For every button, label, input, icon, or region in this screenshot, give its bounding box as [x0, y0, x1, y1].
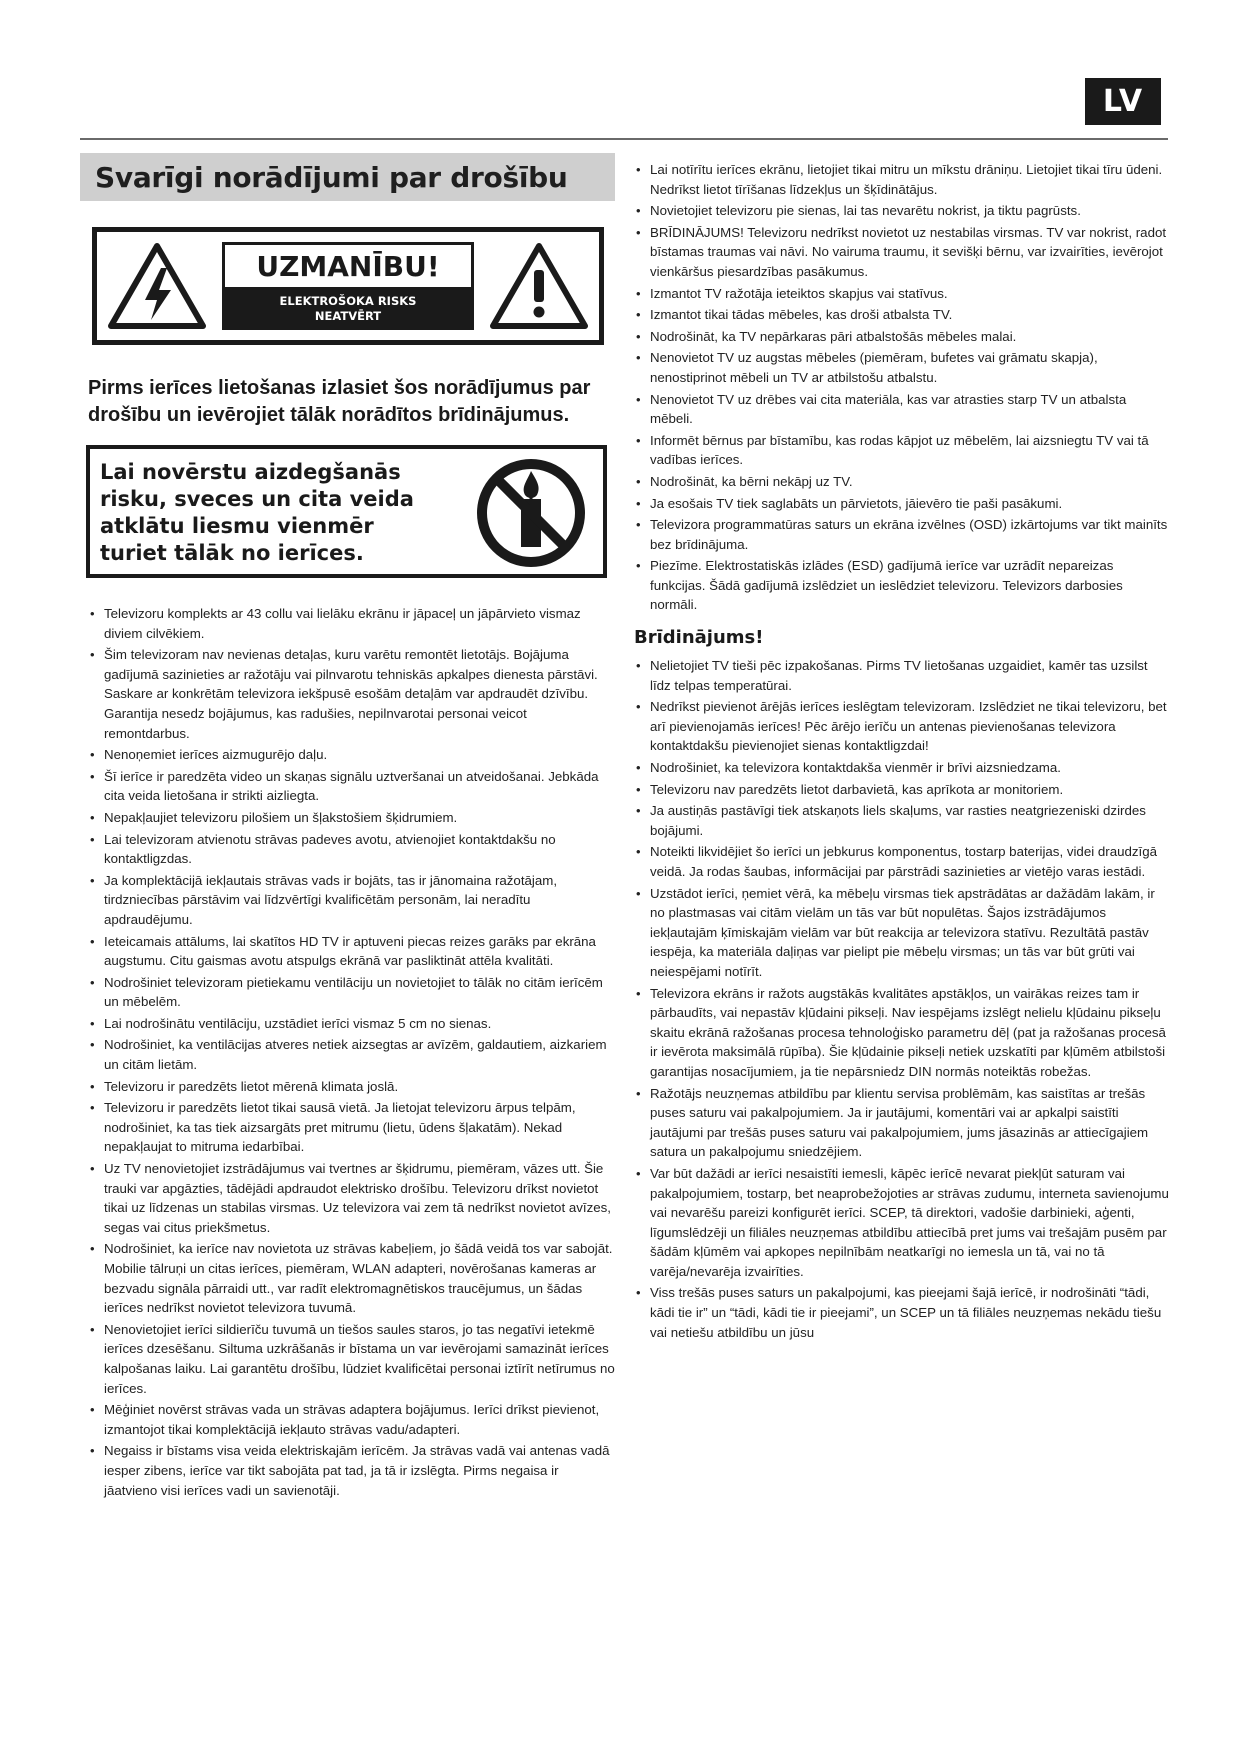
list-item: • Nenovietot TV uz drēbes vai cita materiāla, kas var atrasties starp TV un atbalsta mēbeli.: [634, 390, 1170, 429]
list-item: • Nenovietot TV uz augstas mēbeles (piemēram, bufetes vai grāmatu skapja), nenostiprinot mēbeli un TV ar atbilstošu atbalstu.: [634, 348, 1170, 387]
list-item: • Šim televizoram nav nevienas detaļas, kuru varētu remontēt lietotājs. Bojājuma gadījumā sazinieties ar ražotāju vai pilnvarotu tehniskās apkalpes dienesta pārstāvi. Saskare ar konkrētām televizora iekšpusē esošām detaļām var apdraudēt dzīvību. Garantija nesedz bojājumus, kas radušies, nepilnvarotai personai veicot remontdarbus.: [88, 645, 615, 743]
list-item: • Nodrošiniet, ka televizora kontaktdakša vienmēr ir brīvi aizsniedzama.: [634, 758, 1170, 778]
lightning-warning-icon: [107, 242, 207, 330]
list-item: • Nenovietojiet ierīci sildierīču tuvumā un tiešos saules staros, jo tas negatīvi ietekmē ierīces dzesēšanu. Siltuma uzkrāšanās ir bīstama un var ievērojami samazināt ierīces kalpošanas laiku. Lai garantētu drošību, lūdziet kvalificētai personai iztīrīt netīrumus no ierīces.: [88, 1320, 615, 1398]
warning-subtext-line2: NEATVĒRT: [314, 308, 382, 323]
header-rule: [80, 138, 1168, 140]
fire-notice-box: [86, 445, 607, 578]
list-item: • Televizora programmatūras saturs un ekrāna izvēlnes (OSD) izkārtojums var tikt mainīts bez brīdinājuma.: [634, 515, 1170, 554]
list-item: • Nelietojiet TV tieši pēc izpakošanas. Pirms TV lietošanas uzgaidiet, kamēr tas uzsilst līdz telpas temperatūrai.: [634, 656, 1170, 695]
list-item: • Televizoru nav paredzēts lietot darbavietā, kas aprīkota ar monitoriem.: [634, 780, 1170, 800]
list-item: • Var būt dažādi ar ierīci nesaistīti iemesli, kāpēc ierīcē nevarat piekļūt saturam vai pakalpojumiem, tostarp, bet neaprobežojoties ar strāvas zudumu, interneta savienojumu vai nevarēšu pareizi konfigurēt ierīci. SCEP, tā direktori, vadošie darbinieki, aģenti, līgumslēdzēji un filiāles neuzņemas atbildību attiecībā pret jums vai trešajām pusēm par šādām kļūmēm vai apkopes nepilnībām neatkarīgi no iemesla un tā, vai no tā varēja/nevarēja izvairīties.: [634, 1164, 1170, 1282]
list-item: • Noteikti likvidējiet šo ierīci un jebkurus komponentus, tostarp baterijas, videi draudzīgā veidā. Ja rodas šaubas, informācijai par pārstrādi sazinieties ar vietējo varas iestādi.: [634, 842, 1170, 881]
page-title: Svarīgi norādījumi par drošību: [95, 160, 568, 194]
no-candle-icon: [475, 457, 587, 569]
list-item: • Ja esošais TV tiek saglabāts un pārvietots, jāievēro tie paši pasākumi.: [634, 494, 1170, 514]
list-item: • Novietojiet televizoru pie sienas, lai tas nevarētu nokrist, ja tiktu pagrūsts.: [634, 201, 1170, 221]
list-item: • Televizoru ir paredzēts lietot mērenā klimata joslā.: [88, 1077, 615, 1097]
list-item: • Nenoņemiet ierīces aizmugurējo daļu.: [88, 745, 615, 765]
list-item: • Mēģiniet novērst strāvas vada un strāvas adaptera bojājumus. Ierīci drīkst pievienot, izmantojot tikai komplektācijā iekļauto strāvas vadu/adapteri.: [88, 1400, 615, 1439]
list-item: • Viss trešās puses saturs un pakalpojumi, kas pieejami šajā ierīcē, ir nodrošināti “tādi, kādi tie ir” un “tādi, kādi tie ir pieejami”, un SCEP un tā filiāles neuzņemas nekādu tiešu vai netiešu atbildību un jūsu: [634, 1283, 1170, 1342]
list-item: • Lai televizoram atvienotu strāvas padeves avotu, atvienojiet kontaktdakšu no kontaktligzdas.: [88, 830, 615, 869]
warning-text-block: [222, 242, 474, 330]
warning-list: [634, 656, 1170, 1342]
warning-subtext-line1: ELEKTROŠOKA RISKS: [279, 293, 417, 308]
list-item: • Ražotājs neuzņemas atbildību par klientu servisa problēmām, kas saistītas ar trešās puses saturu vai pakalpojumiem. Ja ir jautājumi, komentāri vai ar apkalpi saistīti jautājumi par trešās puses saturu vai pakalpojumiem, jums jāsazinās ar attiecīgajiem satura un pakalpojumu sniedzējiem.: [634, 1084, 1170, 1162]
right-column: [634, 160, 1170, 1344]
warning-headline: UZMANĪBU!: [222, 242, 474, 287]
left-safety-list: [88, 604, 615, 1500]
list-item: • Izmantot tikai tādas mēbeles, kas droši atbalsta TV.: [634, 305, 1170, 325]
title-bar: [80, 153, 615, 201]
intro-text: Pirms ierīces lietošanas izlasiet šos norādījumus par drošību un ievērojiet tālāk norādītos brīdinājumus.: [88, 377, 591, 426]
list-item: • Nodrošiniet, ka ventilācijas atveres netiek aizsegtas ar avīzēm, galdautiem, aizkariem un citām lietām.: [88, 1035, 615, 1074]
list-item: • Nedrīkst pievienot ārējās ierīces ieslēgtam televizoram. Izslēdziet ne tikai televizoru, bet arī pievienojamās ierīces! Pēc ārējo ierīču un antenas pievienošanas televizora kontaktdakšu pievienojiet sienas kontaktligzdai!: [634, 697, 1170, 756]
list-item: • Ja austiņās pastāvīgi tiek atskaņots liels skaļums, var rasties neatgriezeniski dzirdes bojājumi.: [634, 801, 1170, 840]
electric-shock-warning-label: [92, 227, 604, 345]
list-item: • Nodrošināt, ka TV nepārkaras pāri atbalstošās mēbeles malai.: [634, 327, 1170, 347]
list-item: • Negaiss ir bīstams visa veida elektriskajām ierīcēm. Ja strāvas vadā vai antenas vadā iesper zibens, ierīce var tikt sabojāta pat tad, ja tā ir izslēgta. Pirms negaisa ir jāatvieno visi ierīces vadi un savienotāji.: [88, 1441, 615, 1500]
list-item: • Lai nodrošinātu ventilāciju, uzstādiet ierīci vismaz 5 cm no sienas.: [88, 1014, 615, 1034]
warning-heading: Brīdinājums!: [634, 627, 764, 649]
list-item: • Uzstādot ierīci, ņemiet vērā, ka mēbeļu virsmas tiek apstrādātas ar dažādām lakām, ir no plastmasas vai citām vielām un tās var būt nopulētas. Šajos izstrādājumos iekļautajām ķīmiskajām vielām var būt reakcija ar televizora statīvu. Rezultātā pastāv iespēja, ka materiāla daļiņas var pielipt pie mēbeļu virsmas; un tās var būt grūti vai neiespējami notīrīt.: [634, 884, 1170, 982]
exclamation-warning-icon: [489, 242, 589, 330]
list-item: • BRĪDINĀJUMS! Televizoru nedrīkst novietot uz nestabilas virsmas. TV var nokrist, radot bīstamas traumas vai nāvi. No vairuma traumu, it sevišķi bērnu, var izvairīties, ievērojot vienkāršus piesardzības pasākumus.: [634, 223, 1170, 282]
list-item: • Ieteicamais attālums, lai skatītos HD TV ir aptuveni piecas reizes garāks par ekrāna augstumu. Citu gaismas avotu atspulgs ekrānā var pasliktināt attēla kvalitāti.: [88, 932, 615, 971]
list-item: • Nodrošiniet televizoram pietiekamu ventilāciju un novietojiet to tālāk no citām ierīcēm un mēbelēm.: [88, 973, 615, 1012]
list-item: • Nepakļaujiet televizoru pilošiem un šļakstošiem šķidrumiem.: [88, 808, 615, 828]
language-badge: LV: [1085, 78, 1161, 125]
list-item: • Uz TV nenovietojiet izstrādājumus vai tvertnes ar šķidrumu, piemēram, vāzes utt. Šie trauki var apgāzties, tādējādi apdraudot elektrisko drošību. Televizoru drīkst novietot tikai uz līdzenas un stabilas virsmas. Uz televizora vai zem tā nedrīkst novietot avīzes, segas vai citus priekšmetus.: [88, 1159, 615, 1237]
list-item: • Televizora ekrāns ir ražots augstākās kvalitātes apstākļos, un vairākas reizes tam ir pārbaudīts, vai nepastāv kļūdaini pikseļi. Nav iespējams izslēgt nelielu kļūdainu pikseļu skaitu ekrānā ražošanas procesa tehnoloģisko parametru dēļ (pat ja ražošanas procesā ir ievērota maksimālā rūpība). Šie kļūdainie pikseļi netiek uzskatīti par kļūmēm atbilstoši garantijas nosacījumiem, ja tie nepārsniedz DIN normās noteiktās robežas.: [634, 984, 1170, 1082]
right-safety-list: [634, 160, 1170, 615]
warning-subtext: [222, 287, 474, 330]
list-item: • Piezīme. Elektrostatiskās izlādes (ESD) gadījumā ierīce var uzrādīt nepareizas funkcijas. Šādā gadījumā izslēdziet un ieslēdziet televizoru. Televizors darbosies normāli.: [634, 556, 1170, 615]
list-item: • Televizoru ir paredzēts lietot tikai sausā vietā. Ja lietojat televizoru ārpus telpām, nodrošiniet, ka tas tiek aizsargāts pret mitrumu (lietu, ūdens šļakatām). Nekad nepakļaujat to mitruma iedarbībai.: [88, 1098, 615, 1157]
list-item: • Ja komplektācijā iekļautais strāvas vads ir bojāts, tas ir jānomaina ražotājam, tirdzniecības pārstāvim vai līdzvērtīgi kvalificētām personām, lai neradītu apdraudējumu.: [88, 871, 615, 930]
left-column: [80, 153, 615, 1502]
list-item: • Izmantot TV ražotāja ieteiktos skapjus vai statīvus.: [634, 284, 1170, 304]
fire-notice-text: Lai novērstu aizdegšanās risku, sveces un cita veida atklātu liesmu vienmēr turiet tālāk no ierīces.: [100, 460, 414, 565]
list-item: • Nodrošināt, ka bērni nekāpj uz TV.: [634, 472, 1170, 492]
list-item: • Lai notīrītu ierīces ekrānu, lietojiet tikai mitru un mīkstu drāniņu. Lietojiet tikai tīru ūdeni. Nedrīkst lietot tīrīšanas līdzekļus un šķīdinātājus.: [634, 160, 1170, 199]
list-item: • Nodrošiniet, ka ierīce nav novietota uz strāvas kabeļiem, jo šādā veidā tos var sabojāt. Mobilie tālruņi un citas ierīces, piemēram, WLAN adapteri, novērošanas kameras ar bezvadu signāla pārraidi utt., var radīt elektromagnētiskos traucējumus, un šādas ierīces nedrīkst novietot televizora tuvumā.: [88, 1239, 615, 1317]
list-item: • Televizoru komplekts ar 43 collu vai lielāku ekrānu ir jāpaceļ un jāpārvieto vismaz diviem cilvēkiem.: [88, 604, 615, 643]
list-item: • Informēt bērnus par bīstamību, kas rodas kāpjot uz mēbelēm, lai aizsniegtu TV vai tā vadības ierīces.: [634, 431, 1170, 470]
list-item: • Šī ierīce ir paredzēta video un skaņas signālu uztveršanai un atveidošanai. Jebkāda cita veida lietošana ir strikti aizliegta.: [88, 767, 615, 806]
